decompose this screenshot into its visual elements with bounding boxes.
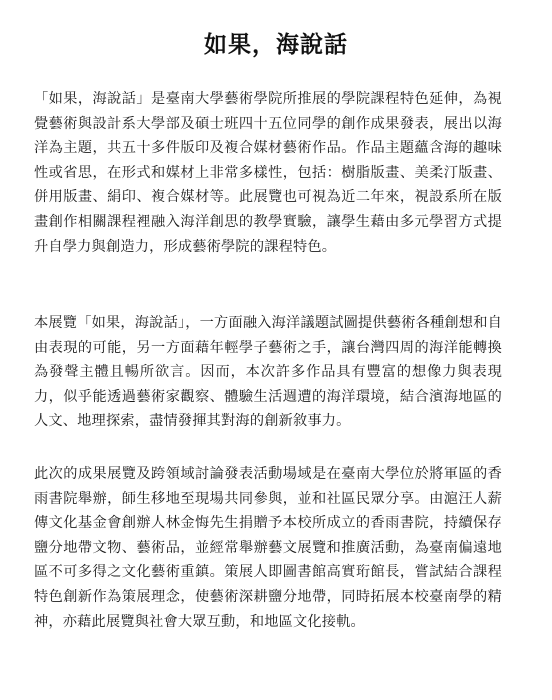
- paragraph-venue: 此次的成果展覽及跨領域討論發表活動場域是在臺南大學位於將軍區的香雨書院舉辦，師生移地至現場共同參與，並和社區民眾分享。由滬汪人薪傳文化基金會創辦人林金悔先生捐贈予本校所成立的香雨書院，持續保存鹽分地帶文物、藝術品，並經常舉辦藝文展覽和推廣活動，為臺南偏遠地區不可多得之文化藝術重鎮。策展人即圖書館高實珩館長，嘗試結合課程特色創新作為策展理念，使藝術深耕鹽分地帶，同時拓展本校臺南學的精神，亦藉此展覽與社會大眾互動，和地區文化接軌。: [34, 466, 502, 630]
- paragraph-exhibition-concept: 本展覽「如果，海說話」，一方面融入海洋議題試圖提供藝術各種創想和自由表現的可能，另一方面藉年輕學子藝術之手，讓台灣四周的海洋能轉換為發聲主體且暢所欲言。因而，本次許多作品具有豐富的想像力與表現力，似乎能透過藝術家觀察、體驗生活週遭的海洋環境，結合濱海地區的人文、地理探索，盡情發揮其對海的創新敘事力。: [34, 315, 502, 430]
- page-title: 如果，海說話: [204, 32, 348, 59]
- paragraph-intro: 「如果，海說話」是臺南大學藝術學院所推展的學院課程特色延伸，為視覺藝術與設計系大學部及碩士班四十五位同學的創作成果發表，展出以海洋為主題，共五十多件版印及複合媒材藝術作品。作品主題蘊含海的趣味性或省思，在形式和媒材上非常多樣性，包括：樹脂版畫、美柔汀版畫、併用版畫、絹印、複合媒材等。此展覽也可視為近二年來，視設系所在版畫創作相關課程裡融入海洋創思的教學實驗，讓學生藉由多元學習方式提升自學力與創造力，形成藝術學院的課程特色。: [34, 91, 502, 255]
